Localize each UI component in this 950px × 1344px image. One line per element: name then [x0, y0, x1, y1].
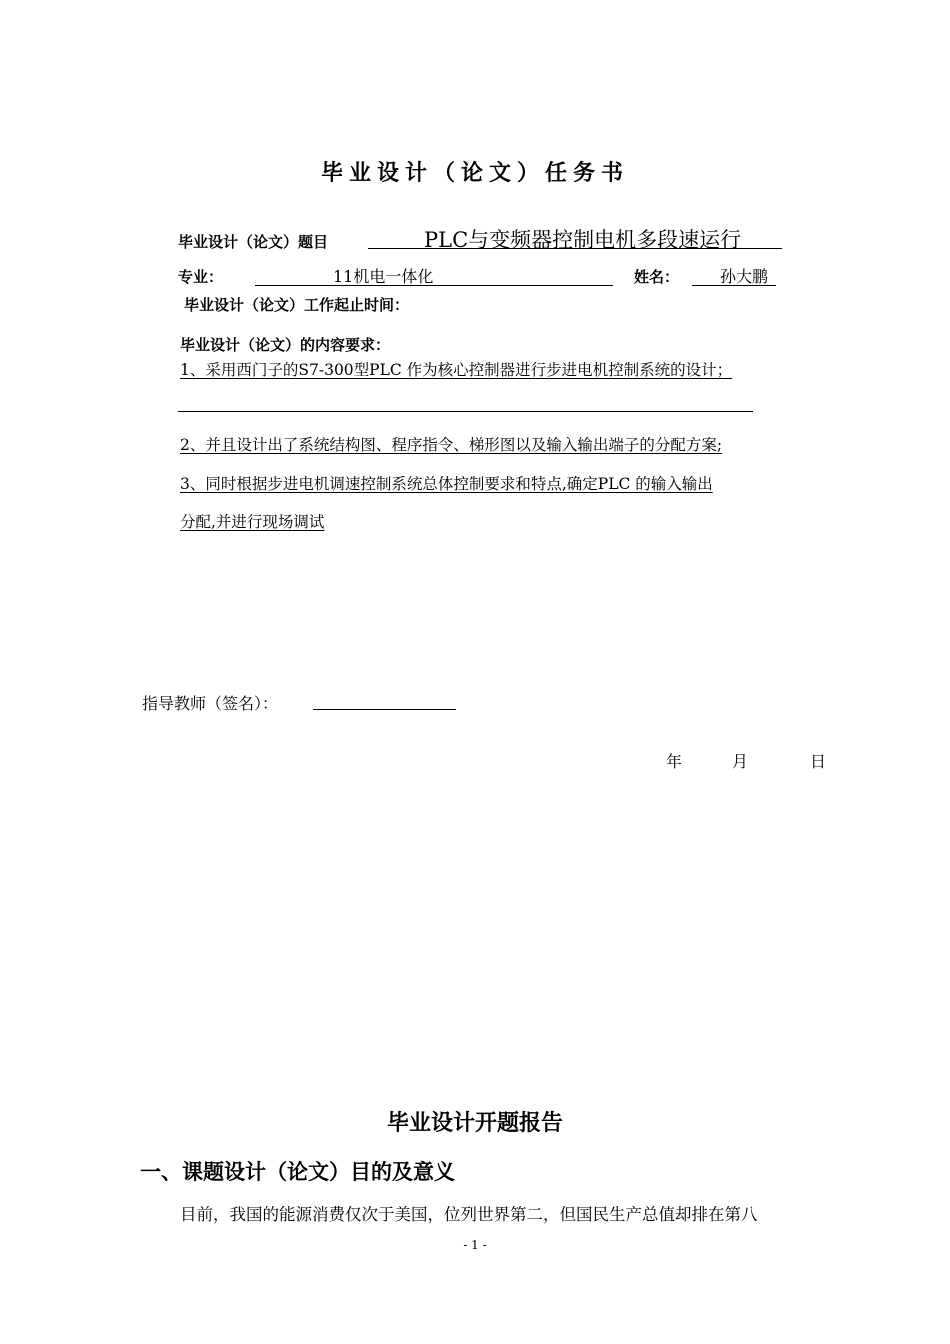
- work-time-label: 毕业设计（论文）工作起止时间：: [184, 296, 410, 314]
- topic-value: PLC与变频器控制电机多段速运行: [424, 228, 742, 252]
- major-underline: [255, 285, 613, 286]
- requirement-item-2: 2、并且设计出了系统结构图、程序指令、梯形图以及输入输出端子的分配方案;: [180, 436, 723, 454]
- document-title: 毕业设计（论文）任务书: [320, 161, 629, 186]
- paragraph-1: 目前，我国的能源消费仅次于美国，位列世界第二，但国民生产总值却排在第八: [180, 1205, 758, 1224]
- section-1-heading: 一、课题设计（论文）目的及意义: [140, 1160, 455, 1184]
- major-value: 11机电一体化: [333, 267, 434, 286]
- requirement-blank-line: [178, 411, 753, 412]
- advisor-signature-line: [313, 709, 456, 710]
- content-requirements-label: 毕业设计（论文）的内容要求：: [180, 336, 391, 354]
- topic-label: 毕业设计（论文）题目: [178, 233, 329, 251]
- report-title: 毕业设计开题报告: [386, 1111, 563, 1136]
- student-name-value: 孙大鹏: [720, 267, 769, 286]
- page-number: - 1 -: [463, 1238, 487, 1252]
- date-year: 年: [666, 752, 683, 771]
- requirement-item-1: 1、采用西门子的S7-300型PLC 作为核心控制器进行步进电机控制系统的设计；: [180, 361, 733, 379]
- advisor-signature-label: 指导教师（签名）：: [142, 694, 279, 713]
- date-day: 日: [810, 752, 827, 771]
- requirement-item-3-continued: 分配,并进行现场调试: [180, 513, 325, 531]
- major-label: 专业：: [178, 268, 224, 286]
- student-name-label: 姓名：: [634, 268, 680, 286]
- requirement-item-3: 3、同时根据步进电机调速控制系统总体控制要求和特点,确定PLC 的输入输出: [180, 475, 713, 493]
- date-month: 月: [732, 752, 749, 771]
